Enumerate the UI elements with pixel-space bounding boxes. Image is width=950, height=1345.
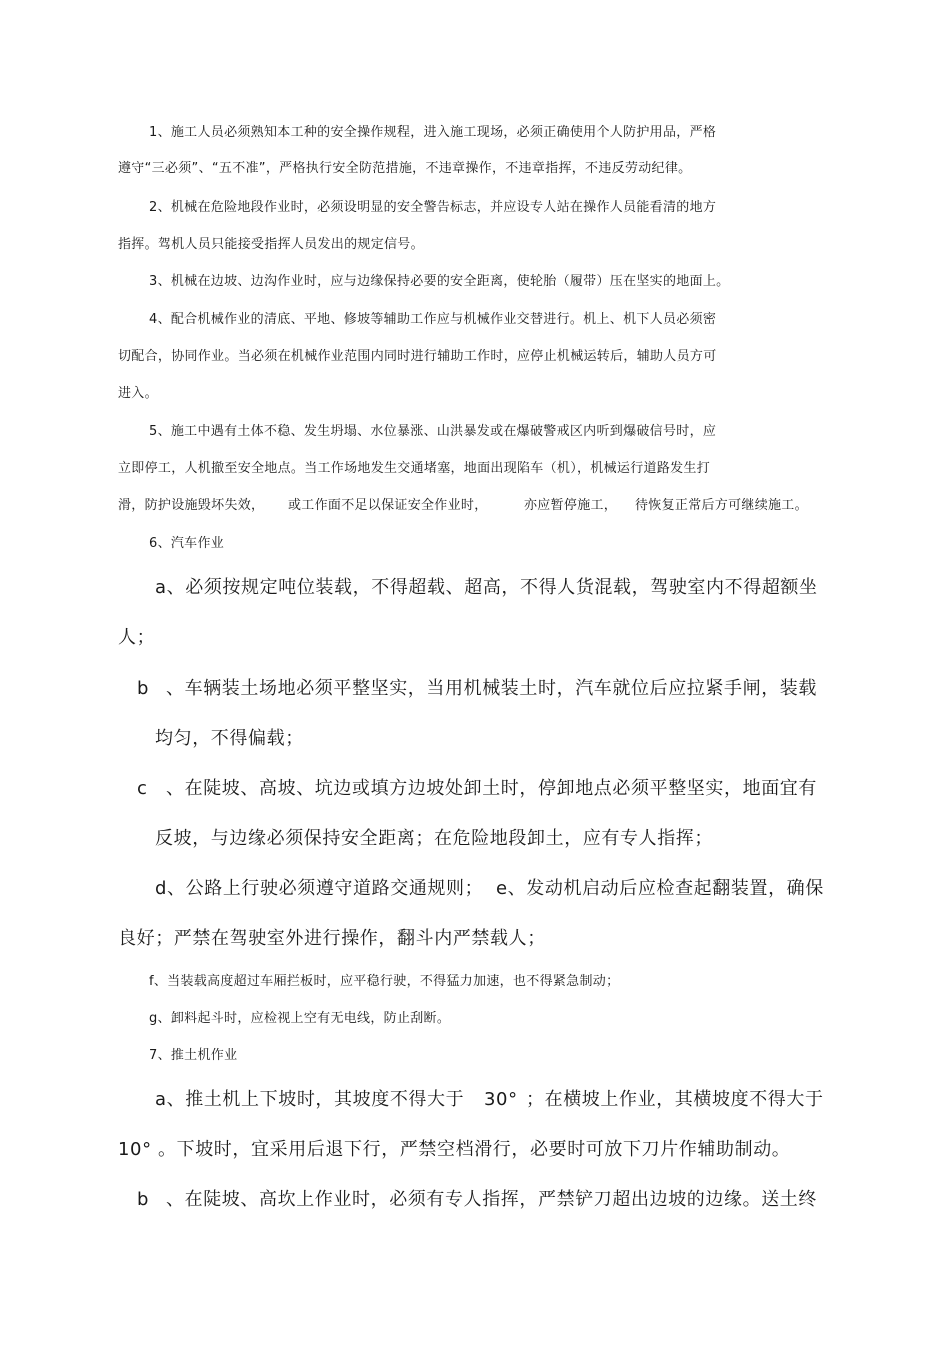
item-6-a-line-1: a、必须按规定吨位装载，不得超载、超高，不得人货混载，驾驶室内不得超额坐 [155, 577, 818, 598]
item-1-line-1: 1、施工人员必须熟知本工种的安全操作规程，进入施工现场，必须正确使用个人防护用品，严格 [149, 125, 717, 140]
item-3-line-1: 3、机械在边坡、边沟作业时，应与边缘保持必要的安全距离，使轮胎（履带）压在坚实的地面上。 [149, 274, 730, 289]
item-4-line-3: 进入。 [118, 386, 158, 401]
item-5-line-1: 5、施工中遇有土体不稳、发生坍塌、水位暴涨、山洪暴发或在爆破警戒区内听到爆破信号时，应 [149, 424, 717, 439]
item-7-a-line-1a: a、推土机上下坡时，其坡度不得大于 [155, 1089, 465, 1110]
item-7-b-line-1: 、在陡坡、高坎上作业时，必须有专人指挥，严禁铲刀超出边坡的边缘。送土终 [166, 1189, 817, 1210]
item-6-e-line-1: e、发动机启动后应检查起翻装置，确保 [496, 878, 824, 899]
item-7-heading: 7、推土机作业 [149, 1048, 238, 1063]
item-5-line-3c: 亦应暂停施工， [524, 498, 618, 513]
item-6-g-line: g、卸料起斗时，应检视上空有无电线，防止刮断。 [149, 1011, 451, 1026]
item-7-b-letter: b [137, 1189, 150, 1210]
item-6-c-letter: c [137, 778, 148, 799]
item-6-b-line-2: 均匀，不得偏载； [155, 728, 304, 749]
item-1-line-2: 遵守“三必须”、“五不准”，严格执行安全防范措施，不违章操作，不违章指挥，不违反劳动纪律。 [118, 161, 692, 176]
item-5-line-3b: 或工作面不足以保证安全作业时， [288, 498, 488, 513]
item-6-a-line-2: 人； [118, 627, 156, 648]
item-6-b-letter: b [137, 678, 150, 699]
item-2-line-2: 指挥。驾机人员只能接受指挥人员发出的规定信号。 [118, 237, 424, 252]
item-6-heading: 6、汽车作业 [149, 536, 225, 551]
item-6-c-line-1: 、在陡坡、高坡、坑边或填方边坡处卸土时，停卸地点必须平整坚实，地面宜有 [166, 778, 817, 799]
item-4-line-1: 4、配合机械作业的清底、平地、修坡等辅助工作应与机械作业交替进行。机上、机下人员必须密 [149, 312, 717, 327]
item-2-line-1: 2、机械在危险地段作业时，必须设明显的安全警告标志，并应设专人站在操作人员能看清的地方 [149, 200, 717, 215]
item-5-line-3a: 滑，防护设施毁坏失效， [118, 498, 265, 513]
item-7-a-line-2a: 10° [118, 1139, 152, 1160]
item-6-b-line-1: 、车辆装土场地必须平整坚实，当用机械装土时，汽车就位后应拉紧手闸，装载 [166, 678, 817, 699]
item-6-c-line-2: 反坡，与边缘必须保持安全距离；在危险地段卸土，应有专人指挥； [155, 828, 713, 849]
item-5-line-2: 立即停工，人机撤至安全地点。当工作场地发生交通堵塞，地面出现陷车（机），机械运行道路发生打 [118, 461, 711, 476]
item-7-a-line-1b: 30° [484, 1089, 518, 1110]
item-4-line-2: 切配合，协同作业。当必须在机械作业范围内同时进行辅助工作时，应停止机械运转后，辅助人员方可 [118, 349, 717, 364]
item-7-a-line-2b: 。下坡时，宜采用后退下行，严禁空档滑行，必要时可放下刀片作辅助制动。 [158, 1139, 791, 1160]
item-6-f-line: f、当装载高度超过车厢拦板时，应平稳行驶，不得猛力加速，也不得紧急制动； [149, 974, 620, 989]
item-6-d-line: d、公路上行驶必须遵守道路交通规则； [155, 878, 484, 899]
item-6-e-line-2: 良好；严禁在驾驶室外进行操作，翻斗内严禁载人； [118, 928, 546, 949]
item-7-a-line-1c: ；在横坡上作业，其横坡度不得大于 [526, 1089, 824, 1110]
item-5-line-3d: 待恢复正常后方可继续施工。 [635, 498, 808, 513]
